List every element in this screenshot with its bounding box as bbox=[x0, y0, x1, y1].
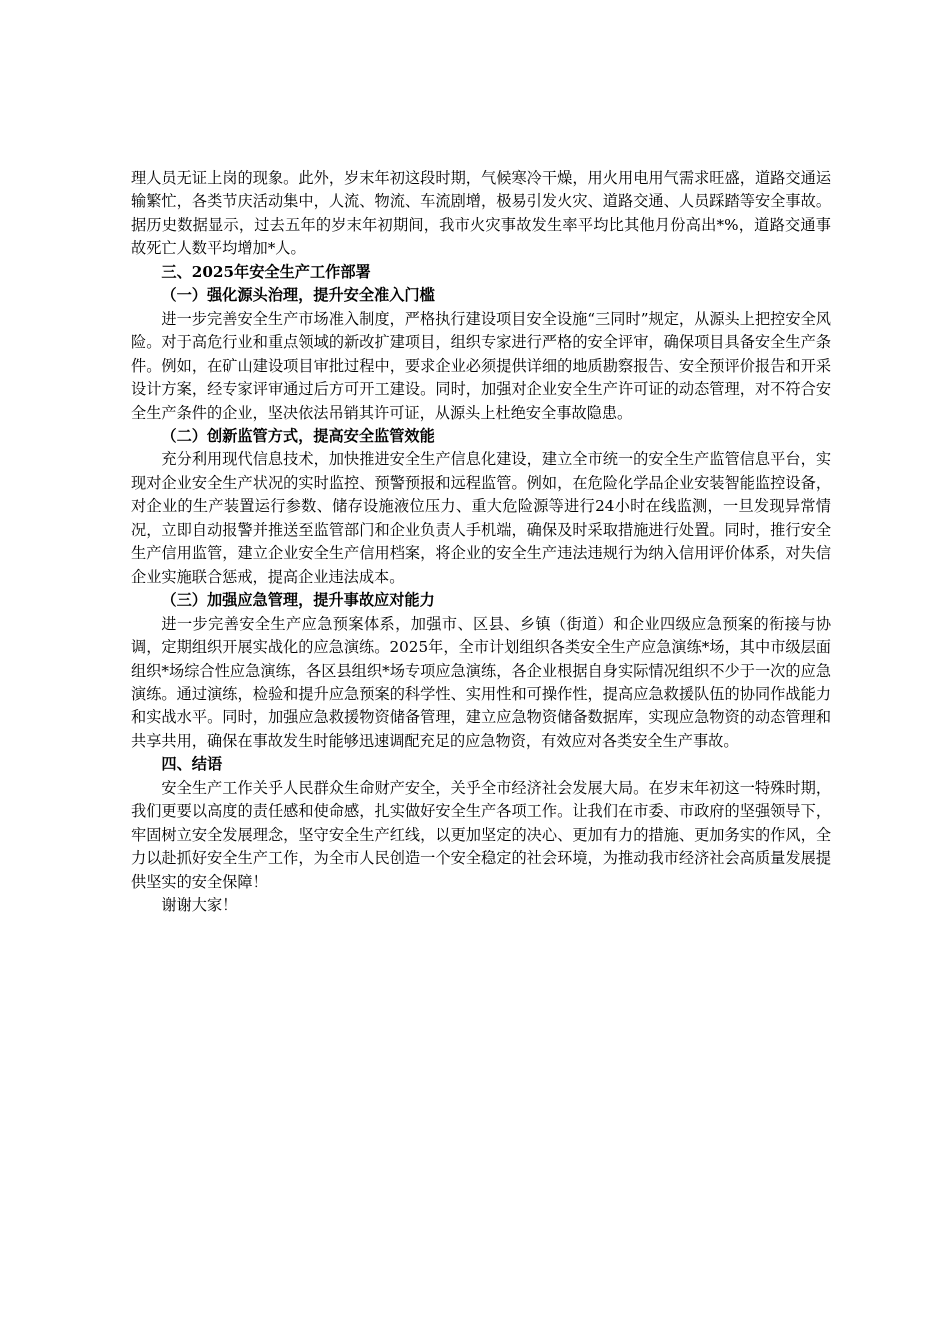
paragraph-continuation: 理人员无证上岗的现象。此外，岁末年初这段时期，气候寒冷干燥，用火用电用气需求旺盛，道路交通运输繁忙，各类节庆活动集中，人流、物流、车流剧增，极易引发火灾、道路交通、人员踩踏等安全事故。据历史数据显示，过去五年的岁末年初期间，我市火灾事故发生率平均比其他月份高出*%，道路交通事故死亡人数平均增加*人。 bbox=[131, 169, 831, 258]
paragraph-thanks: 谢谢大家！ bbox=[161, 896, 238, 915]
section-heading-3: 三、2025年安全生产工作部署 bbox=[161, 262, 371, 281]
paragraph-conclusion: 安全生产工作关乎人民群众生命财产安全，关乎全市经济社会发展大局。在岁末年初这一特殊时期，我们更要以高度的责任感和使命感，扎实做好安全生产各项工作。让我们在市委、市政府的坚强领导下，牢固树立安全发展理念，坚守安全生产红线，以更加坚定的决心、更加有力的措施、更加务实的作风，全力以赴抓好安全生产工作，为全市人民创造一个安全稳定的社会环境，为推动我市经济社会高质量发展提供坚实的安全保障！ bbox=[131, 778, 831, 891]
subsection-heading-3: （三）加强应急管理，提升事故应对能力 bbox=[161, 591, 435, 610]
subsection-heading-2: （二）创新监管方式，提高安全监管效能 bbox=[161, 426, 435, 445]
document-body bbox=[131, 167, 831, 918]
paragraph-source-governance: 进一步完善安全生产市场准入制度，严格执行建设项目安全设施“三同时”规定，从源头上把控安全风险。对于高危行业和重点领域的新改扩建项目，组织专家进行严格的安全评审，确保项目具备安全生产条件。例如，在矿山建设项目审批过程中，要求企业必须提供详细的地质勘察报告、安全预评价报告和开采设计方案，经专家评审通过后方可开工建设。同时，加强对企业安全生产许可证的动态管理，对不符合安全生产条件的企业，坚决依法吊销其许可证，从源头上杜绝安全事故隐患。 bbox=[131, 309, 831, 422]
paragraph-emergency: 进一步完善安全生产应急预案体系，加强市、区县、乡镇（街道）和企业四级应急预案的衔接与协调，定期组织开展实战化的应急演练。2025年，全市计划组织各类安全生产应急演练*场，其中市级层面组织*场综合性应急演练，各区县组织*场专项应急演练，各企业根据自身实际情况组织不少于一次的应急演练。通过演练，检验和提升应急预案的科学性、实用性和可操作性，提高应急救援队伍的协同作战能力和实战水平。同时，加强应急救援物资储备管理，建立应急物资储备数据库，实现应急物资的动态管理和共享共用，确保在事故发生时能够迅速调配充足的应急物资，有效应对各类安全生产事故。 bbox=[131, 614, 831, 750]
paragraph-supervision: 充分利用现代信息技术，加快推进安全生产信息化建设，建立全市统一的安全生产监管信息平台，实现对企业安全生产状况的实时监控、预警预报和远程监管。例如，在危险化学品企业安装智能监控设备，对企业的生产装置运行参数、储存设施液位压力、重大危险源等进行24小时在线监测，一旦发现异常情况，立即自动报警并推送至监管部门和企业负责人手机端，确保及时采取措施进行处置。同时，推行安全生产信用监管，建立企业安全生产信用档案，将企业的安全生产违法违规行为纳入信用评价体系，对失信企业实施联合惩戒，提高企业违法成本。 bbox=[131, 450, 831, 586]
section-heading-4: 四、结语 bbox=[161, 755, 223, 774]
subsection-heading-1: （一）强化源头治理，提升安全准入门槛 bbox=[161, 286, 435, 305]
